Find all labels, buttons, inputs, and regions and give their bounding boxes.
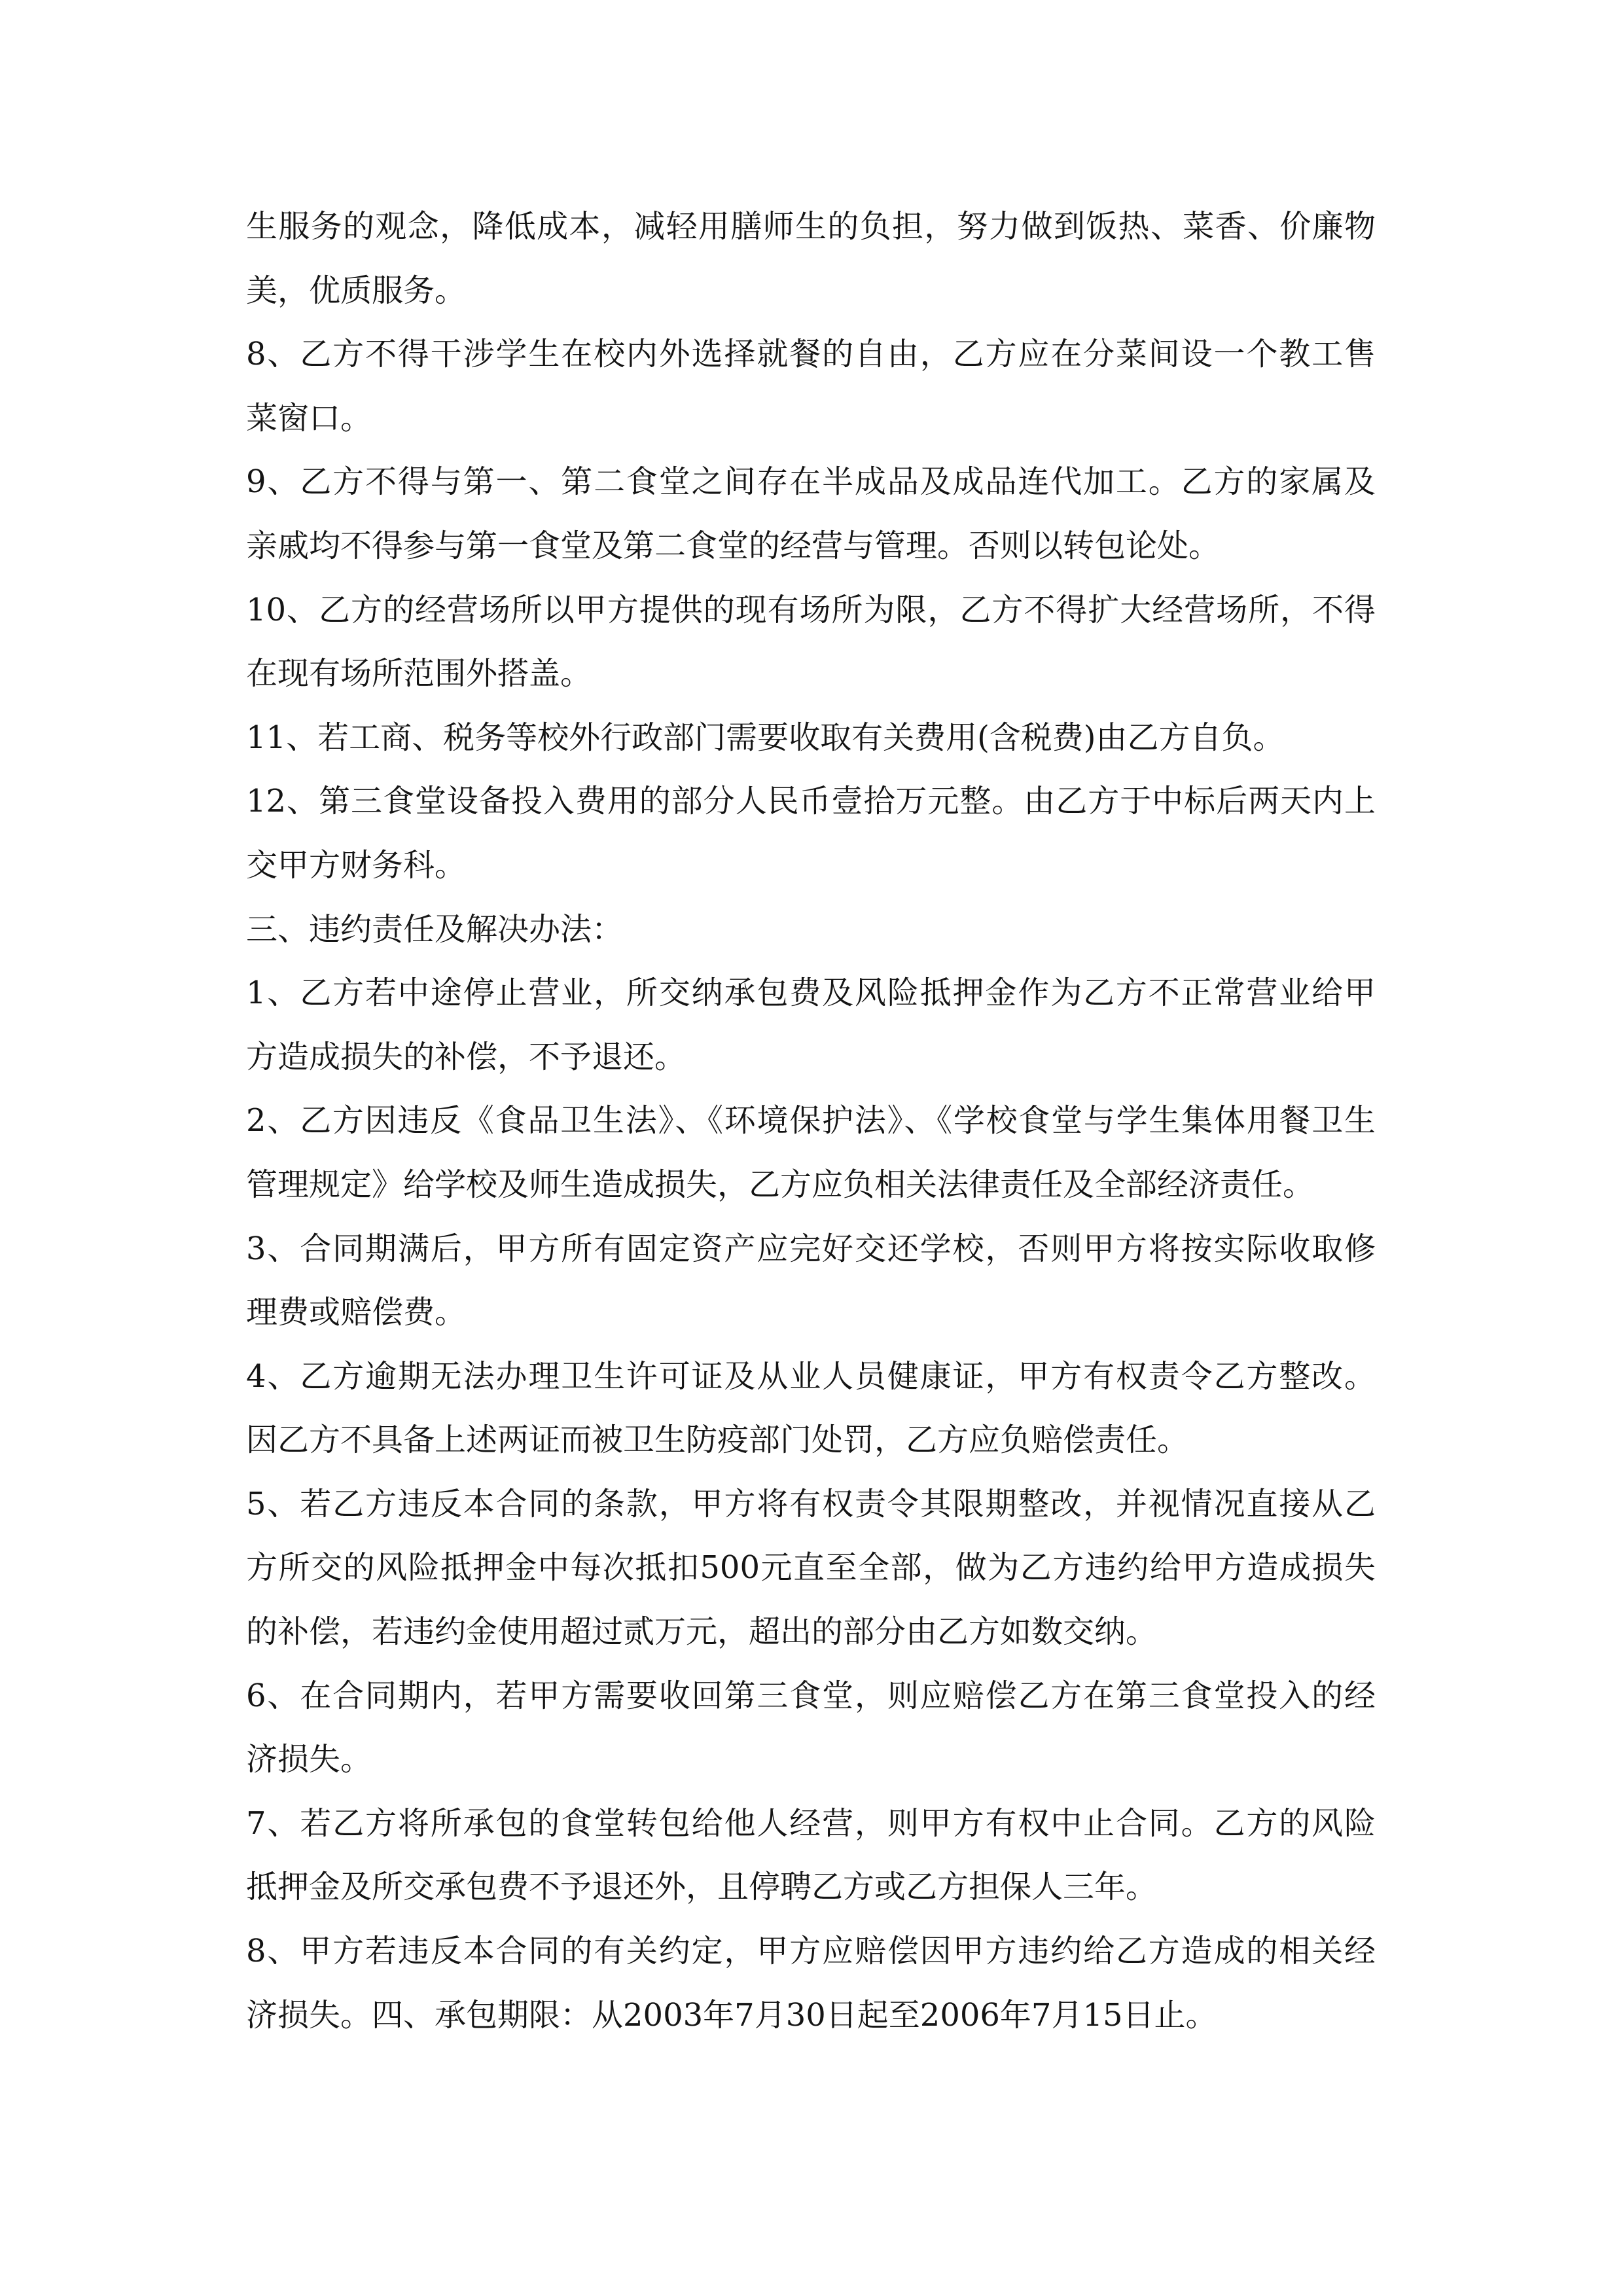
paragraph (246, 1217, 1376, 1345)
text-line: 10、乙方的经营场所以甲方提供的现有场所为限，乙方不得扩大经营场所，不得 (246, 591, 1376, 628)
text-line: 4、乙方逾期无法办理卫生许可证及从业人员健康证，甲方有权责令乙方整改。 (246, 1357, 1376, 1395)
text-line: 12、第三食堂设备投入费用的部分人民币壹拾万元整。由乙方于中标后两天内上 (246, 783, 1376, 820)
text-line: 的补偿，若违约金使用超过贰万元，超出的部分由乙方如数交纳。 (246, 1613, 1158, 1651)
paragraph (246, 770, 1376, 897)
text-line: 济损失。 (246, 1741, 372, 1778)
text-line: 6、在合同期内，若甲方需要收回第三食堂，则应赔偿乙方在第三食堂投入的经 (246, 1677, 1376, 1714)
text-line: 8、乙方不得干涉学生在校内外选择就餐的自由，乙方应在分菜间设一个教工售 (246, 336, 1376, 373)
text-line: 管理规定》给学校及师生造成损失，乙方应负相关法律责任及全部经济责任。 (246, 1166, 1315, 1203)
text-line: 三、违约责任及解决办法： (246, 910, 624, 948)
paragraph (246, 579, 1376, 706)
text-line: 7、若乙方将所承包的食堂转包给他人经营，则甲方有权中止合同。乙方的风险 (246, 1804, 1376, 1842)
paragraph (246, 1792, 1376, 1920)
text-line: 交甲方财务科。 (246, 846, 467, 884)
text-line: 1、乙方若中途停止营业，所交纳承包费及风险抵押金作为乙方不正常营业给甲 (246, 975, 1376, 1012)
text-line: 9、乙方不得与第一、第二食堂之间存在半成品及成品连代加工。乙方的家属及 (246, 463, 1376, 501)
text-line: 在现有场所范围外搭盖。 (246, 655, 592, 692)
text-line: 亲戚均不得参与第一食堂及第二食堂的经营与管理。否则以转包论处。 (246, 527, 1221, 564)
text-line: 3、合同期满后，甲方所有固定资产应完好交还学校，否则甲方将按实际收取修 (246, 1230, 1376, 1267)
paragraph (246, 1473, 1376, 1664)
paragraph (246, 1920, 1376, 2047)
text-line: 美，优质服务。 (246, 272, 467, 309)
document-body (246, 195, 1376, 2047)
text-line: 方所交的风险抵押金中每次抵扣500元直至全部，做为乙方违约给甲方造成损失 (246, 1549, 1376, 1587)
paragraph (246, 195, 1376, 323)
text-line: 生服务的观念，降低成本，减轻用膳师生的负担，努力做到饭热、菜香、价廉物 (246, 208, 1376, 245)
paragraph (246, 961, 1376, 1089)
text-line: 抵押金及所交承包费不予退还外，且停聘乙方或乙方担保人三年。 (246, 1869, 1158, 1906)
text-line: 济损失。四、承包期限：从2003年7月30日起至2006年7月15日止。 (246, 1996, 1217, 2034)
text-line: 因乙方不具备上述两证而被卫生防疫部门处罚，乙方应负赔偿责任。 (246, 1422, 1189, 1459)
paragraph (246, 706, 1376, 770)
text-line: 方造成损失的补偿，不予退还。 (246, 1038, 687, 1075)
paragraph (246, 1664, 1376, 1792)
paragraph (246, 1089, 1376, 1217)
text-line: 8、甲方若违反本合同的有关约定，甲方应赔偿因甲方违约给乙方造成的相关经 (246, 1933, 1376, 1970)
text-line: 11、若工商、税务等校外行政部门需要收取有关费用(含税费)由乙方自负。 (246, 719, 1285, 756)
text-line: 5、若乙方违反本合同的条款，甲方将有权责令其限期整改，并视情况直接从乙 (246, 1485, 1376, 1522)
paragraph (246, 323, 1376, 450)
paragraph (246, 450, 1376, 578)
paragraph (246, 898, 1376, 962)
text-line: 2、乙方因违反《食品卫生法》、《环境保护法》、《学校食堂与学生集体用餐卫生 (246, 1102, 1376, 1139)
text-line: 理费或赔偿费。 (246, 1294, 467, 1331)
paragraph (246, 1345, 1376, 1473)
text-line: 菜窗口。 (246, 399, 372, 437)
